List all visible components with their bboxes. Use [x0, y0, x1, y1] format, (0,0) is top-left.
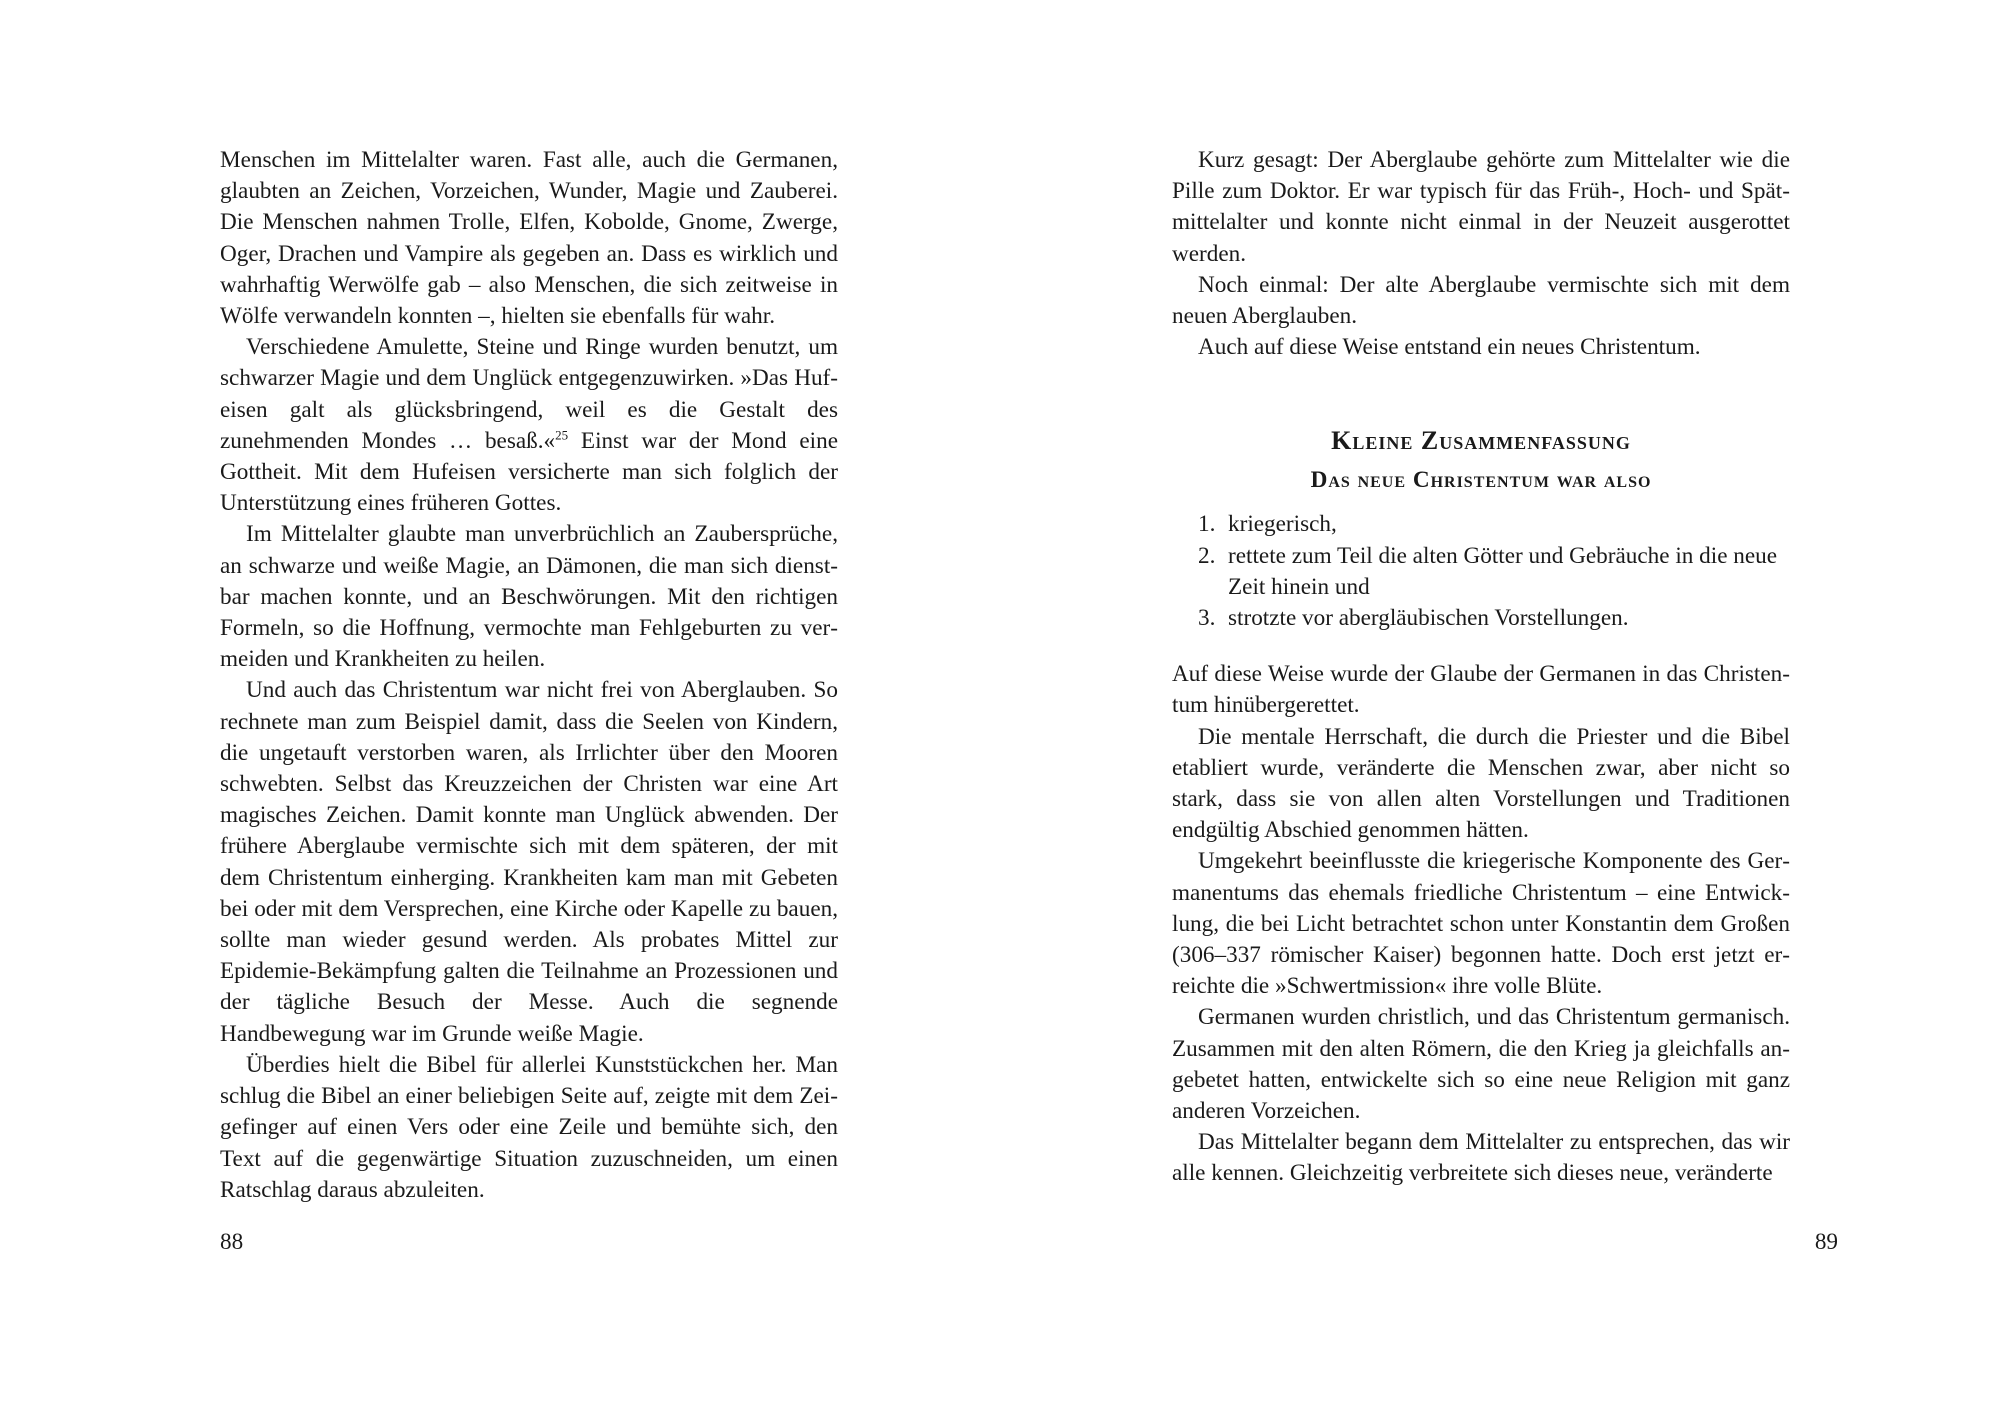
- list-text: kriegerisch,: [1228, 511, 1337, 538]
- right-page-number: 89: [1814, 1229, 1838, 1255]
- left-paragraph-2-text: Verschiedene Amulette, Steine und Ringe wurden benutzt, um schwarzer Magie und dem Unglück entgegenzuwirken. »Das Hufeisen galt als glücksbringend, weil es die Gestalt des zunehmenden Mondes … besaß.«: [220, 334, 838, 454]
- left-paragraph-2: [220, 332, 838, 519]
- list-item: [1172, 509, 1790, 540]
- list-number: 1.: [1198, 511, 1216, 538]
- list-number: 3.: [1198, 605, 1216, 632]
- left-paragraph-2-continuation: Einst war der Mond eine Gottheit. Mit dem Hufeisen versicherte man sich folglich der Unterstützung eines früheren Gottes.: [220, 427, 838, 517]
- list-text: strotzte vor abergläubischen Vorstellungen.: [1228, 605, 1629, 632]
- summary-list: [1172, 509, 1790, 634]
- right-paragraph-2: Noch einmal: Der alte Aberglaube vermischte sich mit dem neuen Aberglauben.: [1172, 271, 1790, 330]
- left-paragraph-1: Menschen im Mittelalter waren. Fast alle, auch die Germanen, glaubten an Zeichen, Vorzeichen, Wunder, Magie und Zauberei. Die Menschen nahmen Trolle, Elfen, Kobolde, Gnome, Zwerge, Oger, Drachen und Vampire als gegeben an. Dass es wirklich und wahrhaftig Werwölfe gab – also Menschen, die sich zeitweise in Wölfe verwandeln konnten –, hielten sie ebenfalls für wahr.: [220, 147, 838, 330]
- footnote-marker: 25: [555, 427, 569, 443]
- list-item: [1172, 603, 1790, 634]
- left-paragraph-5: Überdies hielt die Bibel für allerlei Kunststückchen her. Man schlug die Bibel an einer beliebigen Seite auf, zeigte mit dem Zeigefinger auf einen Vers oder eine Zeile und bemühte sich, den Text auf die gegenwärtige Situation zuzuschneiden, um einen Ratschlag daraus abzuleiten.: [220, 1051, 838, 1203]
- right-paragraph-6: Umgekehrt beeinflusste die kriegerische Komponente des Germanentums das ehemals friedliche Christentum – eine Entwicklung, die bei Licht betrachtet schon unter Konstantin dem Großen (306–337 römischer Kaiser) begonnen hatte. Doch erst jetzt erreichte die »Schwertmission« ihre volle Blüte.: [1172, 848, 1790, 1000]
- right-paragraph-8: Das Mittelalter begann dem Mittelalter zu entsprechen, das wir alle kennen. Gleichzeitig verbreitete sich dieses neue, veränderte: [1172, 1129, 1790, 1187]
- left-paragraph-3: Im Mittelalter glaubte man unverbrüchlich an Zaubersprüche, an schwarze und weiße Magie, an Dämonen, die man sich dienstbar machen konnte, und an Beschwörungen. Mit den richtigen Formeln, so die Hoffnung, vermochte man Fehlgeburten zu vermeiden und Krankheiten zu heilen.: [220, 521, 838, 673]
- right-page: [1172, 145, 1790, 1190]
- right-paragraph-4: Auf diese Weise wurde der Glaube der Germanen in das Christentum hinübergerettet.: [1172, 661, 1790, 719]
- left-page: [220, 145, 838, 1206]
- list-text: rettete zum Teil die alten Götter und Gebräuche in die neue Zeit hinein und: [1228, 542, 1778, 600]
- left-page-number: 88: [220, 1229, 244, 1255]
- left-paragraph-4: Und auch das Christentum war nicht frei von Aberglauben. So rechnete man zum Beispiel damit, dass die Seelen von Kindern, die ungetauft verstorben waren, als Irrlichter über den Mooren schwebten. Selbst das Kreuzzeichen der Christen war eine Art magisches Zeichen. Damit konnte man Unglück abwenden. Der frühere Aberglaube vermischte sich mit dem späteren, der mit dem Christentum einherging. Krankheiten kam man mit Gebeten bei oder mit dem Versprechen, eine Kirche oder Kapelle zu bauen, sollte man wieder gesund werden. Als probates Mittel zur Epidemie-Bekämpfung galten die Teilnahme an Prozessionen und der tägliche Besuch der Messe. Auch die segnende Handbewegung war im Grunde weiße Magie.: [220, 677, 838, 1047]
- right-paragraph-5: Die mentale Herrschaft, die durch die Priester und die Bibel etabliert wurde, veränderte die Menschen zwar, aber nicht so stark, dass sie von allen alten Vorstellungen und Traditionen endgültig Abschied genommen hätten.: [1172, 723, 1790, 844]
- right-paragraph-3: Auch auf diese Weise entstand ein neues Christentum.: [1198, 334, 1701, 361]
- right-paragraph-1: Kurz gesagt: Der Aberglaube gehörte zum Mittelalter wie die Pille zum Doktor. Er war typisch für das Früh-, Hoch- und Spätmittelalter und konnte nicht einmal in der Neuzeit ausgerottet werden.: [1172, 147, 1790, 267]
- list-number: 2.: [1198, 542, 1216, 569]
- list-item: [1172, 541, 1790, 603]
- section-subheading: Das neue Christentum war also: [1310, 467, 1652, 494]
- right-paragraph-7: Germanen wurden christlich, und das Christentum germanisch. Zusammen mit den alten Römern, die den Krieg ja gleichfalls angebetet hatten, entwickelte sich so eine neue Religion mit ganz anderen Vorzeichen.: [1172, 1004, 1790, 1125]
- section-heading: Kleine Zusammenfassung: [1331, 426, 1631, 456]
